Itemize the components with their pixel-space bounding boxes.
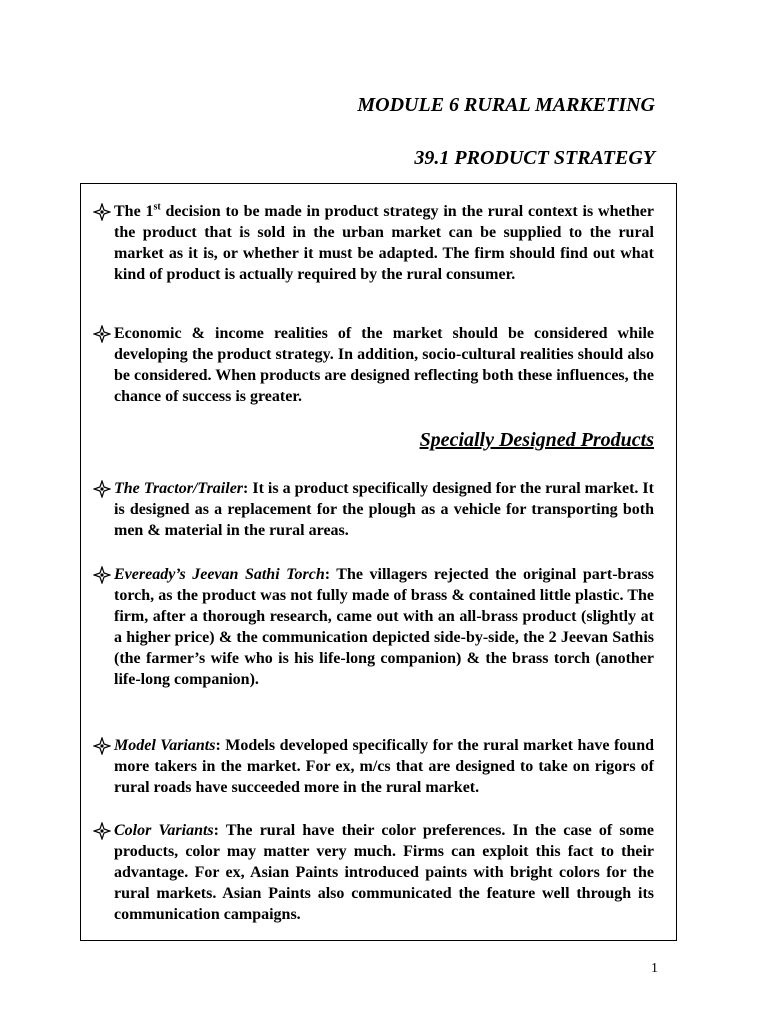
diamond-bullet-icon — [93, 822, 111, 840]
section-title: 39.1 PRODUCT STRATEGY — [414, 147, 655, 169]
content-box — [80, 183, 677, 941]
subheading-specially-designed-products: Specially Designed Products — [419, 429, 654, 451]
bullet-text: Model Variants: Models developed specifically for the rural market have found more takers in the market. For ex, m/cs that are designed to take on rigors of rural roads have succeeded more in the rural market. — [114, 737, 654, 796]
bullet-color-variants — [93, 820, 654, 925]
diamond-bullet-icon — [93, 480, 111, 498]
bullet-eveready-torch — [93, 564, 654, 690]
diamond-bullet-icon — [93, 566, 111, 584]
diamond-bullet-icon — [93, 325, 111, 343]
diamond-bullet-icon — [93, 737, 111, 755]
bullet-model-variants — [93, 735, 654, 798]
bullet-lead: The Tractor/Trailer — [114, 480, 244, 497]
bullet-text: Eveready’s Jeevan Sathi Torch: The villagers rejected the original part-brass torch, as the product was not fully made of brass & contained little plastic. The firm, after a thorough research, came out with an all-brass product (slightly at a higher price) & the communication depicted side-by-side, the 2 Jeevan Sathis (the farmer’s wife who is his life-long companion) & the brass torch (another life-long companion). — [114, 566, 654, 688]
bullet-text: Color Variants: The rural have their color preferences. In the case of some products, color may matter very much. Firms can exploit this fact to their advantage. For ex, Asian Paints introduced paints with bright colors for the rural markets. Asian Paints also communicated the feature well through its communication campaigns. — [114, 822, 655, 923]
bullet-text: The 1st decision to be made in product strategy in the rural context is whether the product that is sold in the urban market can be supplied to the rural market as it is, or whether it must be adapted. The firm should find out what kind of product is actually required by the rural consumer. — [114, 201, 654, 283]
bullet-economic-realities — [93, 323, 654, 407]
bullet-tractor-trailer — [93, 478, 654, 541]
diamond-bullet-icon — [93, 203, 111, 221]
bullet-text: The Tractor/Trailer: It is a product specifically designed for the rural market. It is designed as a replacement for the plough as a vehicle for transporting both men & material in the rural areas. — [114, 480, 654, 539]
bullet-lead: Model Variants — [114, 737, 216, 754]
bullet-lead: Color Variants — [114, 822, 214, 839]
bullet-product-decision — [93, 201, 654, 285]
bullet-lead: Eveready’s Jeevan Sathi Torch — [114, 566, 325, 583]
module-title: MODULE 6 RURAL MARKETING — [357, 94, 655, 116]
bullet-text: Economic & income realities of the market should be considered while developing the product strategy. In addition, socio-cultural realities should also be considered. When products are designed reflecting both these influences, the chance of success is greater. — [114, 325, 654, 405]
page-number: 1 — [651, 961, 658, 976]
